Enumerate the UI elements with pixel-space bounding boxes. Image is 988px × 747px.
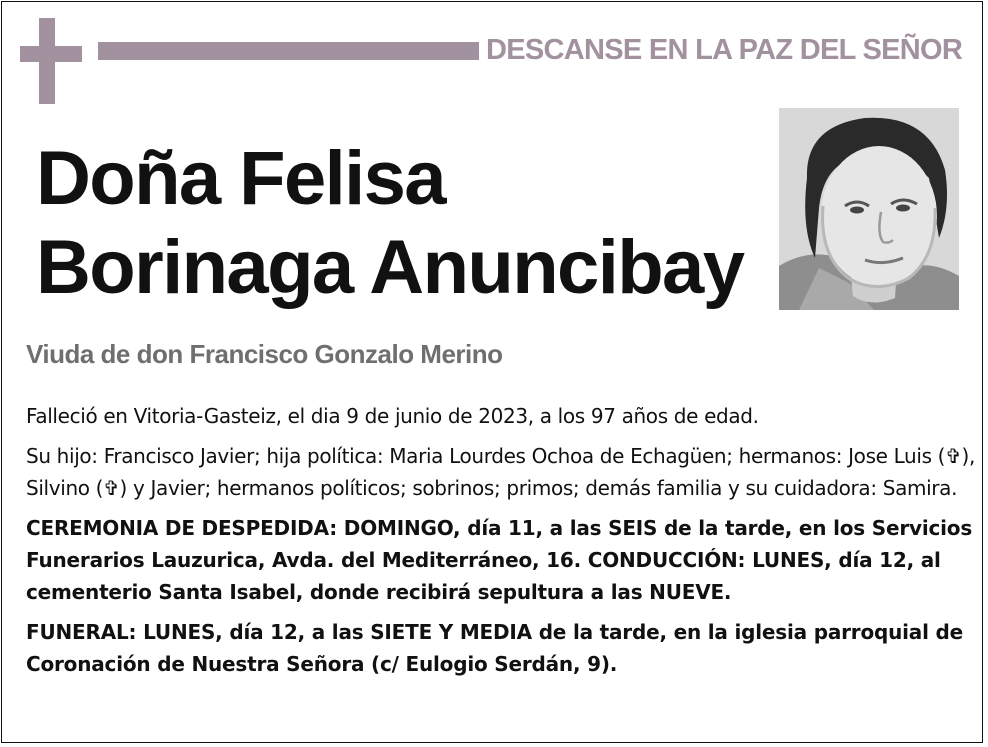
portrait-icon <box>779 108 959 310</box>
header-motto: DESCANSE EN LA PAZ DEL SEÑOR <box>486 34 963 66</box>
deceased-name-line2: Borinaga Anuncibay <box>36 225 744 310</box>
header-decorative-bar <box>98 42 479 60</box>
portrait-photo <box>779 108 959 310</box>
ceremony-details: CEREMONIA DE DESPEDIDA: DOMINGO, día 11, a las SEIS de la tarde, en los Servicios Funerarios Lauzurica, Avda. del Mediterráneo, 16. CONDUCCIÓN: LUNES, día 12, al cementerio Santa Isabel, donde recibirá sepultura a las NUEVE. <box>26 516 973 604</box>
family-list <box>26 440 976 504</box>
deceased-subtitle: Viuda de don Francisco Gonzalo Merino <box>26 339 503 369</box>
family-text-part3: ) y Javier; hermanos políticos; sobrinos; primos; demás familia y su cuidadora: Samira. <box>119 476 958 500</box>
family-text-part2: ), Silvino ( <box>26 444 975 500</box>
family-text-part1: Su hijo: Francisco Javier; hija política: Maria Lourdes Ochoa de Echagüen; hermanos: Jose Luis ( <box>26 444 946 468</box>
obituary-notice <box>1 1 983 743</box>
deceased-name-line1: Doña Felisa <box>36 136 445 221</box>
death-notice: Falleció en Vitoria-Gasteiz, el dia 9 de junio de 2023, a los 97 años de edad. <box>26 404 759 428</box>
funeral-details: FUNERAL: LUNES, día 12, a las SIETE Y MEDIA de la tarde, en la iglesia parroquial de Coronación de Nuestra Señora (c/ Eulogio Serdán, 9). <box>26 620 963 676</box>
deceased-name <box>36 134 743 312</box>
cross-icon-horizontal <box>20 46 82 62</box>
deceased-cross-icon: ✞ <box>945 444 962 468</box>
deceased-cross-icon: ✞ <box>103 476 120 500</box>
obituary-body <box>26 400 976 688</box>
